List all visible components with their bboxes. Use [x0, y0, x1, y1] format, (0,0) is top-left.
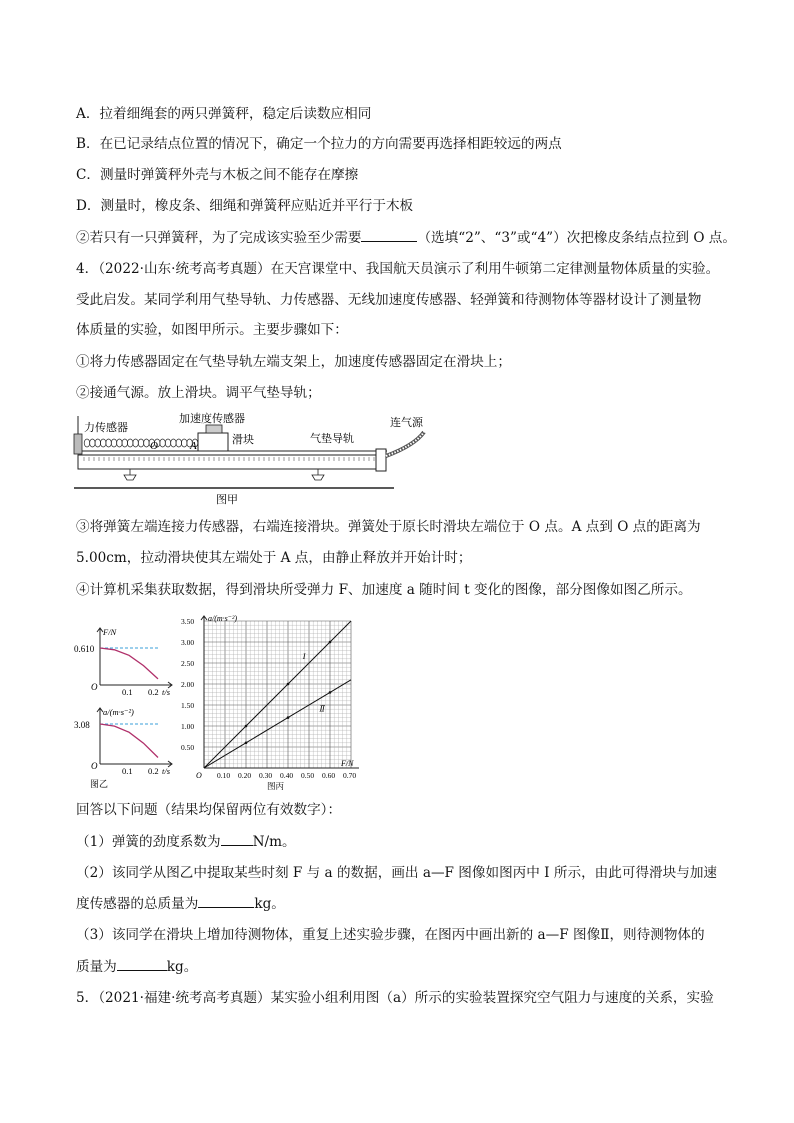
label-point-a: A	[190, 440, 197, 452]
a-t-y-label: a/(m·s⁻²)	[103, 707, 134, 717]
a-t-x-tick: 0.1	[122, 766, 133, 776]
caption-jia: 图甲	[216, 494, 238, 506]
chart-a-f	[180, 612, 365, 792]
q4-step2: ②接通气源。放上滑块。调平气垫导轨；	[76, 385, 321, 401]
f-t-x-label: t/s	[162, 687, 171, 697]
series-label-2: Ⅱ	[319, 704, 325, 714]
y-tick: 0.50	[181, 743, 195, 752]
sub-question-3-line2	[76, 956, 197, 977]
q3-suffix: kg。	[166, 959, 198, 975]
label-air-track: 气垫导轨	[310, 433, 354, 445]
y-label: a/(m·s⁻²)	[208, 614, 238, 623]
y-tick: 1.50	[181, 701, 195, 710]
option-a: A．拉着细绳套的两只弹簧秤，稳定后读数应相同	[76, 106, 372, 122]
a-t-x-tick: 0.2	[148, 766, 159, 776]
sub-question-2-line2	[76, 893, 285, 914]
q4-intro-1: 4．（2022·山东·统考高考真题）在天宫课堂中、我国航天员演示了利用牛顿第二定律测量物体质量的实验。	[76, 261, 720, 277]
data-point	[287, 683, 290, 686]
q4-step3-line1: ③将弹簧左端连接力传感器，右端连接滑块。弹簧处于原长时滑块左端位于 O 点。A 点到 O 点的距离为	[76, 519, 701, 535]
label-force-sensor: 力传感器	[84, 422, 128, 434]
label-accel-sensor: 加速度传感器	[179, 413, 245, 425]
data-point	[245, 725, 248, 728]
q2-suffix: kg。	[254, 896, 285, 912]
f-t-x-tick: 0.2	[148, 687, 159, 697]
y-tick: 2.50	[181, 659, 195, 668]
x-tick: 0.40	[280, 771, 294, 780]
figure-jia	[72, 410, 432, 510]
answer-blank[interactable]	[221, 831, 253, 846]
option-c: C．测量时弹簧秤外壳与木板之间不能存在摩擦	[76, 167, 359, 183]
q1-suffix: N/m。	[252, 834, 296, 850]
x-tick: 0.50	[301, 771, 315, 780]
x-tick: 0.10	[217, 771, 231, 780]
sub-question-1	[76, 831, 296, 852]
series-line-1	[204, 621, 351, 768]
x-tick: 0.20	[238, 771, 252, 780]
sub-question-3-line1: （3）该同学在滑块上增加待测物体，重复上述实验步骤，在图丙中画出新的 a—F 图像Ⅱ，则待测物体的	[76, 927, 705, 943]
sub-question-2-line1: （2）该同学从图乙中提取某些时刻 F 与 a 的数据，画出 a—F 图像如图丙中 I 所示，由此可得滑块与加速	[76, 865, 718, 881]
data-point	[245, 742, 248, 745]
answer-blank[interactable]	[361, 227, 417, 242]
data-point	[287, 716, 290, 719]
q4-intro-2: 受此启发。某同学利用气垫导轨、力传感器、无线加速度传感器、轻弹簧和待测物体等器材设计了测量物	[76, 292, 702, 308]
caption: 图丙	[267, 781, 285, 791]
x-label: F/N	[341, 759, 354, 768]
x-tick: 0.30	[259, 771, 273, 780]
x-tick: 0.60	[322, 771, 336, 780]
questions-intro: 回答以下问题（结果均保留两位有效数字）：	[76, 802, 342, 818]
chart-f-t	[72, 620, 184, 698]
q4-step1: ①将力传感器固定在气垫导轨左端支架上，加速度传感器固定在滑块上；	[76, 354, 511, 370]
option-b: B．在已记录结点位置的情况下，确定一个拉力的方向需要再选择相距较远的两点	[76, 136, 562, 152]
q3-part2-prefix: ②若只有一只弹簧秤，为了完成该实验至少需要	[76, 230, 362, 246]
answer-blank[interactable]	[117, 956, 167, 971]
q4-step4: ④计算机采集获取数据，得到滑块所受弹力 F、加速度 a 随时间 t 变化的图像，部分图像如图乙所示。	[76, 582, 692, 598]
q4-step3-line2: 5.00cm，拉动滑块使其左端处于 A 点，由静止释放并开始计时；	[76, 550, 472, 566]
y-tick: 3.50	[181, 617, 195, 626]
data-point	[329, 691, 332, 694]
f-t-origin-label: O	[91, 682, 98, 692]
series-label-1: I	[302, 651, 306, 661]
origin-label: O	[196, 771, 202, 780]
label-air-source: 连气源	[390, 417, 423, 429]
a-t-curve	[100, 724, 158, 758]
answer-blank[interactable]	[198, 893, 254, 908]
x-tick: 0.70	[343, 771, 357, 780]
f-t-y-label: F/N	[103, 627, 117, 637]
q4-intro-3: 体质量的实验，如图甲所示。主要步骤如下：	[76, 322, 348, 338]
y-tick: 1.00	[181, 722, 195, 731]
data-point	[329, 641, 332, 644]
q3-prefix: 质量为	[76, 959, 117, 975]
q3-part2	[76, 227, 736, 248]
q1-prefix: （1）弹簧的劲度系数为	[76, 834, 221, 850]
f-t-y-tick: 0.610	[74, 644, 95, 654]
option-d: D．测量时，橡皮条、细绳和弹簧秤应贴近并平行于木板	[76, 198, 414, 214]
a-t-caption: 图乙	[90, 779, 109, 789]
q2-prefix: 度传感器的总质量为	[76, 896, 199, 912]
chart-a-t	[72, 700, 184, 790]
q3-part2-suffix: （选填“2”、“3”或“4”）次把橡皮条结点拉到 O 点。	[417, 230, 736, 246]
label-slider: 滑块	[232, 434, 254, 446]
q5-intro: 5．（2021·福建·统考高考真题）某实验小组利用图（a）所示的实验装置探究空气阻力与速度的关系，实验	[76, 990, 714, 1006]
y-tick: 3.00	[181, 638, 195, 647]
label-point-o: O	[150, 440, 158, 452]
a-t-y-tick: 3.08	[74, 720, 90, 730]
a-t-origin-label: O	[91, 761, 98, 771]
f-t-x-tick: 0.1	[122, 687, 133, 697]
a-t-x-label: t/s	[162, 766, 171, 776]
f-t-curve	[100, 648, 158, 679]
y-tick: 2.00	[181, 680, 195, 689]
